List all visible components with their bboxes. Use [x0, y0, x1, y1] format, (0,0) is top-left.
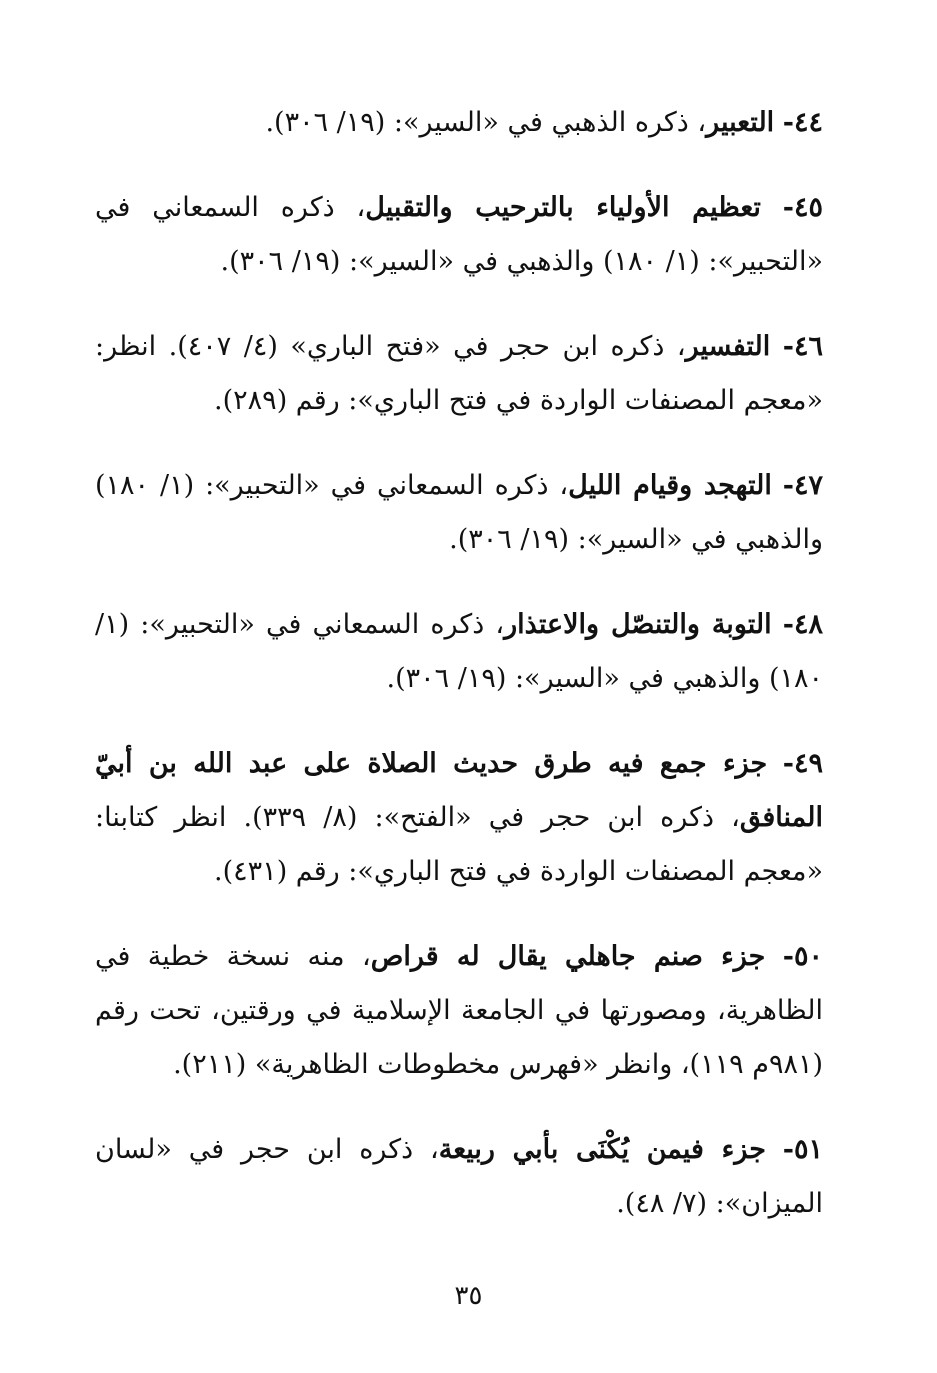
entry-48: [95, 598, 823, 706]
entry-title: جزء فيمن يُكْنَى بأبي ربيعة: [438, 1134, 766, 1165]
entry-number: ٤٩-: [782, 748, 823, 779]
entry-body: ، منه نسخة خطية في الظاهرية، ومصورتها في الجامعة الإسلامية في ورقتين، تحت رقم (٩٨١م ١١٩)، وانظر «فهرس مخطوطات الظاهرية» (٢١١).: [95, 941, 823, 1080]
entry-number: ٤٤-: [782, 107, 823, 138]
entry-number: ٤٦-: [782, 331, 824, 362]
entry-number: ٥١-: [782, 1134, 823, 1165]
entry-body: ، ذكره ابن حجر في «فتح الباري» (٤/ ٤٠٧). انظر: «معجم المصنفات الواردة في فتح الباري»: رقم (٢٨٩).: [95, 331, 823, 416]
entry-49: [95, 737, 823, 899]
entry-body: ، ذكره السمعاني في «التحبير»: (١/ ١٨٠) والذهبي في «السير»: (١٩/ ٣٠٦).: [95, 192, 823, 277]
entry-title: جزء جمع فيه طرق حديث الصلاة على عبد الله بن أبيّ المنافق: [95, 748, 823, 833]
entry-51: [95, 1123, 823, 1231]
entry-46: [95, 320, 823, 428]
entry-47: [95, 459, 823, 567]
entry-number: ٥٠-: [782, 941, 823, 972]
entry-title: تعظيم الأولياء بالترحيب والتقبيل: [365, 192, 761, 223]
page-number: ٣٥: [454, 1281, 483, 1311]
entry-title: جزء صنم جاهلي يقال له قراص: [370, 941, 766, 972]
entry-body: ، ذكره السمعاني في «التحبير»: (١/ ١٨٠) والذهبي في «السير»: (١٩/ ٣٠٦).: [95, 609, 823, 694]
entry-45: [95, 181, 823, 289]
page-content: [95, 96, 823, 1231]
entry-50: [95, 930, 823, 1092]
entry-title: التهجد وقيام الليل: [568, 470, 772, 501]
entry-body: ، ذكره ابن حجر في «الفتح»: (٨/ ٣٣٩). انظر كتابنا: «معجم المصنفات الواردة في فتح الباري»: رقم (٤٣١).: [95, 802, 823, 887]
entry-body: ، ذكره السمعاني في «التحبير»: (١/ ١٨٠) والذهبي في «السير»: (١٩/ ٣٠٦).: [95, 470, 823, 555]
entry-number: ٤٨-: [782, 609, 823, 640]
entry-number: ٤٧-: [782, 470, 823, 501]
entry-44: [95, 96, 823, 150]
entry-body: ، ذكره الذهبي في «السير»: (١٩/ ٣٠٦).: [265, 107, 707, 138]
entry-number: ٤٥-: [782, 192, 823, 223]
entry-body: ، ذكره ابن حجر في «لسان الميزان»: (٧/ ٤٨).: [95, 1134, 823, 1219]
entry-title: التفسير: [685, 331, 771, 362]
entry-title: التوبة والتنصّل والاعتذار: [504, 609, 772, 640]
entry-title: التعبير: [706, 107, 775, 138]
